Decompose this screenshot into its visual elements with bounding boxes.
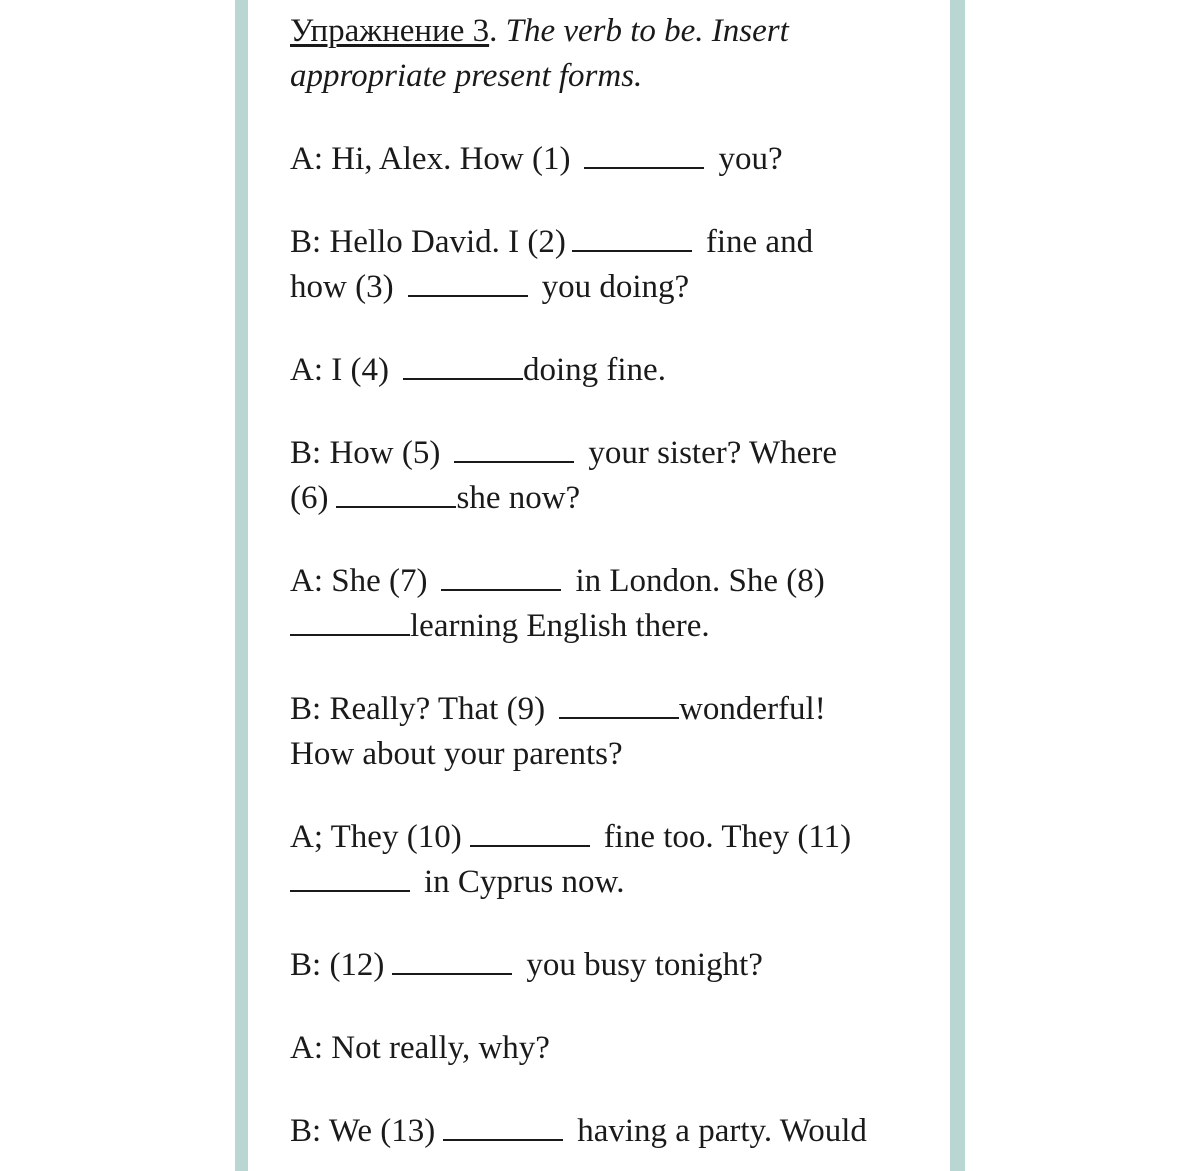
- exercise-instruction: appropriate present forms.: [290, 58, 643, 94]
- dialogue-line-1: [290, 137, 910, 182]
- answer-blank-5[interactable]: [454, 434, 574, 463]
- dialogue-text: We (13): [321, 1113, 436, 1149]
- exercise-label: Упражнение 3: [290, 13, 490, 49]
- dialogue-text: fine and: [705, 224, 814, 260]
- answer-blank-13[interactable]: [443, 1112, 563, 1141]
- dialogue-text: you doing?: [541, 269, 690, 305]
- dialogue-text: Hello David. I (2): [321, 224, 566, 260]
- exercise-content: [290, 9, 910, 1154]
- answer-blank-3[interactable]: [408, 268, 528, 297]
- dialogue-text: doing fine.: [522, 352, 666, 388]
- dialogue-text: how (3): [290, 269, 394, 305]
- exercise-heading: [290, 9, 910, 99]
- dialogue-text: (12): [321, 947, 385, 983]
- speaker: B:: [290, 435, 322, 471]
- speaker: A:: [290, 563, 323, 599]
- dialogue-text: I (4): [323, 352, 389, 388]
- answer-blank-11[interactable]: [290, 863, 410, 892]
- dialogue-text: They (10): [323, 819, 462, 855]
- dialogue-line-3: [290, 348, 910, 393]
- dialogue-text: in London. She (8): [575, 563, 825, 599]
- dialogue-text: How (5): [321, 435, 441, 471]
- answer-blank-9[interactable]: [559, 690, 679, 719]
- exercise-title: The verb to be. Insert: [497, 13, 789, 49]
- dialogue-line-4: [290, 431, 910, 521]
- dialogue-text: She (7): [323, 563, 428, 599]
- answer-blank-12[interactable]: [392, 946, 512, 975]
- speaker: A:: [290, 1030, 323, 1066]
- speaker: A;: [290, 819, 323, 855]
- dialogue-line-10: [290, 1109, 910, 1154]
- speaker: B:: [290, 947, 322, 983]
- speaker: B:: [290, 1113, 322, 1149]
- dialogue-line-9: [290, 1026, 910, 1071]
- heading-period: .: [489, 13, 498, 49]
- dialogue-text: having a party. Would: [577, 1113, 867, 1149]
- speaker: A:: [290, 141, 323, 177]
- dialogue-text: she now?: [456, 480, 581, 516]
- speaker: B:: [290, 691, 322, 727]
- dialogue-text: Not really, why?: [323, 1030, 550, 1066]
- answer-blank-4[interactable]: [403, 351, 523, 380]
- answer-blank-10[interactable]: [470, 818, 590, 847]
- dialogue-text: Hi, Alex. How (1): [323, 141, 571, 177]
- dialogue-text: fine too. They (11): [603, 819, 852, 855]
- dialogue-line-2: [290, 220, 910, 310]
- dialogue-line-5: [290, 559, 910, 649]
- dialogue-text: in Cyprus now.: [424, 864, 625, 900]
- answer-blank-8[interactable]: [290, 607, 410, 636]
- dialogue-text: you busy tonight?: [526, 947, 763, 983]
- dialogue-line-6: [290, 687, 910, 777]
- speaker: A:: [290, 352, 323, 388]
- dialogue-text: your sister? Where: [588, 435, 837, 471]
- dialogue-text: you?: [718, 141, 783, 177]
- worksheet-page: [248, 0, 950, 1171]
- speaker: B:: [290, 224, 322, 260]
- dialogue-text: learning English there.: [410, 608, 710, 644]
- dialogue-text: How about your parents?: [290, 736, 623, 772]
- dialogue-text: wonderful!: [679, 691, 826, 727]
- answer-blank-6[interactable]: [336, 479, 456, 508]
- answer-blank-1[interactable]: [584, 140, 704, 169]
- dialogue-text: (6): [290, 480, 329, 516]
- dialogue-line-7: [290, 815, 910, 905]
- answer-blank-2[interactable]: [572, 223, 692, 252]
- answer-blank-7[interactable]: [441, 562, 561, 591]
- dialogue-text: Really? That (9): [321, 691, 546, 727]
- dialogue-line-8: [290, 943, 910, 988]
